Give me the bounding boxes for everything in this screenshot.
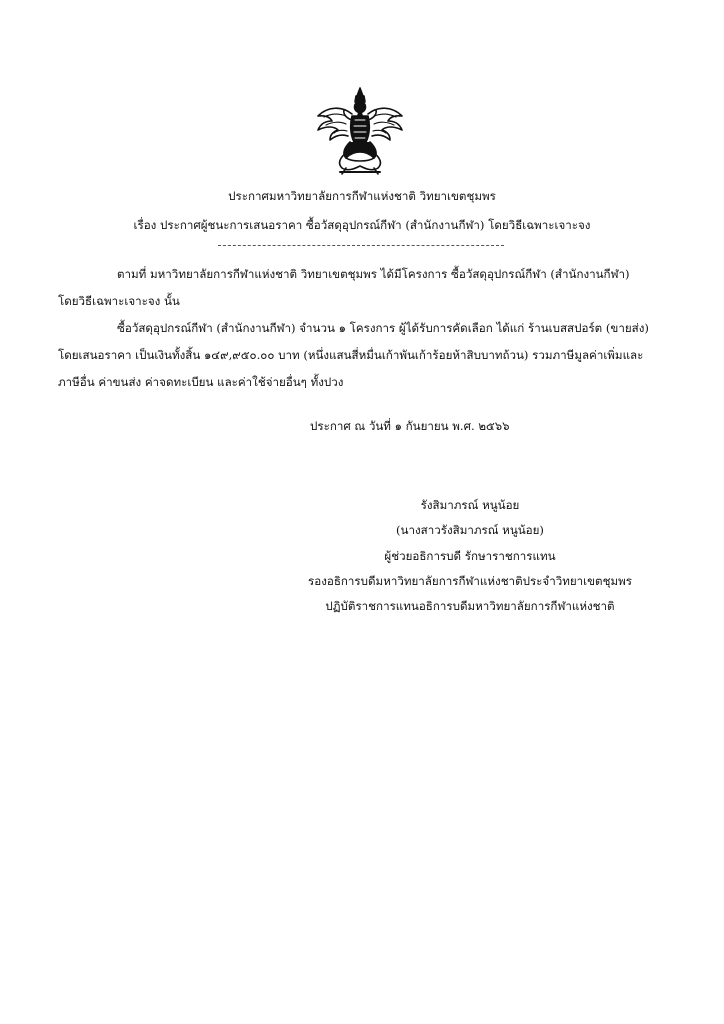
garuda-emblem-icon <box>312 84 408 180</box>
paragraph-2-line-3: ภาษีอื่น ค่าขนส่ง ค่าจดทะเบียน และค่าใช้จ่ายอื่นๆ ทั้งปวง <box>58 375 344 389</box>
paragraph-1-line-2: โดยวิธีเฉพาะเจาะจง นั้น <box>58 294 180 308</box>
paragraph-2-line-2: โดยเสนอราคา เป็นเงินทั้งสิ้น ๑๔๙,๙๕๐.๐๐ บาท (หนึ่งแสนสี่หมื่นเก้าพันเก้าร้อยห้าสิบบาทถ้วน) รวมภาษีมูลค่าเพิ่มและ <box>58 348 644 362</box>
signature-name: รังสิมาภรณ์ หนูน้อย <box>420 498 520 512</box>
signer-position-2: รองอธิการบดีมหาวิทยาลัยการกีฬาแห่งชาติประจำวิทยาเขตชุมพร <box>308 574 632 588</box>
announce-date: ประกาศ ณ วันที่ ๑ กันยายน พ.ศ. ๒๕๖๖ <box>310 419 510 433</box>
paragraph-2-line-1: ซื้อวัสดุอุปกรณ์กีฬา (สำนักงานกีฬา) จำนวน ๑ โครงการ ผู้ได้รับการคัดเลือก ได้แก่ ร้านเบสสปอร์ต (ขายส่ง) <box>117 321 649 335</box>
announcement-subject: เรื่อง ประกาศผู้ชนะการเสนอราคา ซื้อวัสดุอุปกรณ์กีฬา (สำนักงานกีฬา) โดยวิธีเฉพาะเจาะจง <box>133 218 591 232</box>
signer-position-3: ปฏิบัติราชการแทนอธิการบดีมหาวิทยาลัยการกีฬาแห่งชาติ <box>325 599 615 613</box>
divider-line <box>218 245 504 246</box>
signer-full-name: (นางสาวรังสิมาภรณ์ หนูน้อย) <box>396 523 544 537</box>
paragraph-1-line-1: ตามที่ มหาวิทยาลัยการกีฬาแห่งชาติ วิทยาเขตชุมพร ได้มีโครงการ ซื้อวัสดุอุปกรณ์กีฬา (สำนักงานกีฬา) <box>117 267 630 281</box>
signer-position-1: ผู้ช่วยอธิการบดี รักษาราชการแทน <box>384 549 556 563</box>
announcement-title: ประกาศมหาวิทยาลัยการกีฬาแห่งชาติ วิทยาเขตชุมพร <box>228 189 496 203</box>
